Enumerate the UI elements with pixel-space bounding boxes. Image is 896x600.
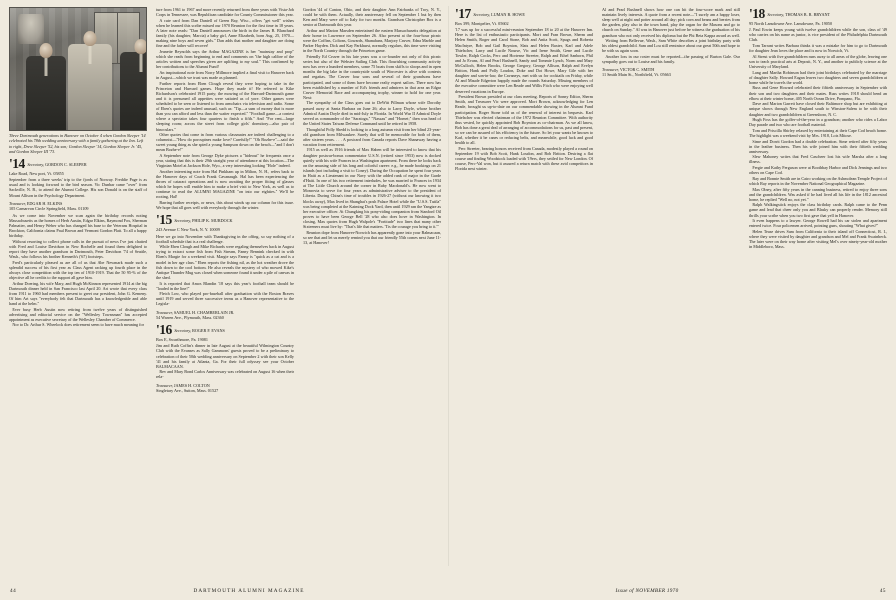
paragraph: Reunion dope from Hanover-Norwich has apparently gone into your Balmacaan, so see that and let us merely remind you that our friendly 55th comes next June 11-13, at Hanover! — [303, 229, 441, 245]
class-entry-1916 — [156, 323, 294, 380]
paragraph: Fletch Low, who played pro-baseball after graduation with the Boston Braves until 1919 and served three successive terms as a Hanover representative to the Legisla- — [156, 291, 294, 307]
paragraph: Writing from Bellevue, Wash., Sam White describes a joint birthday party with his oldest grandchild. Sam and Lou still reminisce about our great 50th and hope to be with us again soon. — [602, 38, 740, 54]
treasurer-heading — [9, 201, 147, 212]
paragraph: Rev and Mary Bond Carlos Anniversary was celebrated on August 16 when their rela- — [156, 369, 294, 380]
paragraph: Ralph Walkingstick enjoys the class birthday cards. Ralph came to the Penn game and lead that cheer only you and Blasky can properly render. Memory still thrills your scribe when you two first gave that yell in Hanover. — [749, 202, 887, 218]
paragraph: President Brown presided at our class meeting. Reports of Sonny Editor, Sherm Smith, and Treasurer Vic were approved. Mort Brown, acknowledging for Len Reade, brought us up-to-date on our commendable showing in the Alumni Fund participation. Roger Stone told us of the renewal of interest in bequests. Karl Thielscher was elected chairman of the 1972 Reunion Committee. With authority thus vested, he quickly appointed Bob Boynton as co-chairman. As we all know, Bob has done a great deal of arranging of accommodations for us, past and present, so we can be assured of his efficiency in the future. So let your wants be known to Karl, whether it be canes or reducing belts, and meanwhile, good luck and good health to all. — [455, 94, 593, 146]
secretary-name: LUMAN B. HOWE — [491, 12, 525, 17]
left-page — [9, 7, 448, 584]
treasurer-label: Treasurer, — [9, 200, 26, 206]
class-heading — [156, 213, 294, 232]
class-photo — [9, 7, 147, 131]
class-year-1918: '18 — [749, 6, 765, 21]
paragraph: While Eben Clough and Mike Richards were regaling themselves back in August trying to extract some fish from Fish Stream, Fanny Bennink checked in with Eben's Margie for a weekend visit. Margie says Fanny is "quick as a cat and is a model in her age class." Eben reports the fishing nil, as the hot weather drove the fish down to the cool bottom. He also reveals the mystery of who mowed Kike's Antique Thunder Mug was closed when someone found it under a pile of canvas in the shed. — [156, 244, 294, 280]
class-heading — [9, 157, 147, 176]
secretary-label: Secretary, — [473, 12, 491, 17]
paragraph: Nor to Dr. Arthur S. Wheelock does retirement seem to have much meaning for — [12, 322, 144, 328]
paragraph: An inspirational note from Norry Millmore implied a final visit to Hanover back in August—which we trust was made as planned. — [156, 69, 294, 80]
paragraph: Slew Mahoney writes that Fred Cascheer lost his wife Marsha after a long illness. — [749, 154, 887, 165]
paragraph: Another loss in our roster must be reported—the passing of Burton Gale. Our sympathy goes out to Louise and his family. — [602, 53, 740, 65]
treasurer-label: Treasurer, — [156, 309, 173, 315]
paragraph: Arthur Doering, his wife Mary, and Hugh McKinnon represented 1914 at the big Dartmouth dinner held in San Francisco last April 20. Art wrote that every class from 1911 to 1960 had members present to greet our president, John G. Kemeny. Of him Art says "everybody felt that Dartmouth has a knowledgeable and able hand at the helm." — [9, 280, 147, 307]
treasurer-name: SAMUEL H. CHAMBERLAIN JR. — [173, 309, 235, 315]
paragraph: Max Olney, after fifty years in the canning business, retired to enjoy three sons and the grandchildren. Was asked if he had lived all his life in the 1812 ancestral home, he replied "Well no, not yet." — [749, 186, 887, 202]
paragraph: The sympathy of the Class goes out to DeWitt Pillman whose wife Dorothy passed away at Santa Barbara on June 26; also to Larry Doyle, whose brother Admiral Austin Doyle died in mid-July in Florida. In World War II Admiral Doyle served as commander of the "Saratoga," "Nassau" and "Hornet;" then was head of the United States Taiwan Defense Command until he retired in 1958. — [303, 100, 441, 126]
treasurer-name: VICTOR C. SMITH — [619, 67, 655, 73]
left-column-3 — [303, 7, 441, 584]
treasurer-heading — [602, 67, 740, 78]
treasurer-address: Singletary Ave., Sutton, Mass. 01527 — [156, 387, 219, 393]
paragraph: Hugh Foss has the golfer-of-the-year in a grandson; another who rides a Labor Day parade and two who are football material. — [749, 117, 887, 128]
paragraph: Barring further receipts, or news, this about winds up our column for this issue. We hope that all goes well with everybody through the winter. — [156, 200, 294, 211]
paragraph: Sime and Dorrit Gordon had a double celebration. Sime retired after fifty years in the leather business. Then his wife joined him with their fiftieth wedding anniversary. — [749, 138, 887, 154]
paragraph: Tom and Priscilla Shirley relaxed by entertaining at their Cape Cod beach home. The highlight was a weekend visit by Mrs. 1918, Lois Mitose. — [749, 127, 887, 138]
paragraph: Al Streut with five grandchildren runs away to all areas of the globe, leaving one son to teach practical arts at Deposit, N. Y., and another to publicly science at the University of Maryland. — [749, 53, 887, 70]
page-footer — [0, 584, 896, 600]
paragraph: Fergie and Kathy Ferguson were at Boothbay Harbor and Dick Jennings and two others on Cape Cod. — [749, 165, 887, 176]
paragraph: '17 was up for a successful mini-reunion September 18 to 20 at the Hanover Inn. Here is the list of enthusiastic participants. Mort and Fran Brown, Sherm and Helen Smith, Roger and Carol Stone, Bob and Anita Scott, Spugs and Roberta MacIntyre, Bob and Gail Boynton, Slats and Helen Baxter, Karl and Adele Thielscher, Larry and Lucile Nourse, Vic and Irene Smith, Gene and Lucile Towler, Ralph Cocks, Perc and Hortense Streeter, Ralph and Ethel Sanborn, Phil and Jo Evans, Al and Pearl Bushnell, Sandy and Tommie Lynch, Norm and Mary McCulloch, Helen Brooks, George Gregory, George Allison, Ralph and Evelyn Britton, Hank and Polly Loudon, Doke and Dot Howe, Mary Gile with her daughter and son-in-law, the Cavaneys, met with us for cocktails on Friday, while Al and Maude Edgerton happily made the rounds Saturday. Missing members of the executive committee were Len Reade and Willis Fitch who were enjoying well deserved vacations in Europe. — [455, 27, 593, 94]
paragraph: Friendly Ed Cruver in his late years was a co-founder not only of this picnic series but also of the Webster Sailing Club. This flourishing community activity now has over a hundred members, some 75 boats from skiffs to sloops and in open months the big lake in the countryside south of Worcester is alive with contests and regattas. The Cruver four sons and several of their grandsons have participated, and some of them have become realty expert sailors. There now has been established by a number of Ed's friends and admirers in that area an Edgar Cruver Memorial Race and accompanying trophy, winner to hold for one year. Next: — [303, 53, 441, 100]
photo-caption: Three Dartmouth generations in Hanover on October 4 when Gordon Sleeper '14 celebrated his 78th wedding anniversary with a family gathering at the Inn. Left to right, Drew Sleeper '52, his son; Gordon Sleeper '14, Gordon Sleeper Jr. '45, and Gordon Sleeper III '73. — [9, 133, 146, 154]
secretary-address: Lake Road, New port, Vt. 05855 — [9, 170, 64, 176]
folio-right: 45 — [879, 588, 886, 594]
treasurer-label: Treasurer, — [602, 67, 619, 73]
paragraph: Thoughtful Polly Shedd is looking to a long autumn visit from her blind 23-year-old grandson from Milwaukee. Surely that will be memorable for both of them, after sixteen years. . . . A postcard from Canada reports Dave Shanaway having a vacation from retirement. — [303, 126, 441, 147]
class-year-1916: '16 — [156, 322, 172, 338]
class-heading — [156, 323, 294, 342]
secretary-address: 243 Avenue C New York, N. Y. 10009 — [156, 226, 220, 232]
class-entry-1918 — [749, 7, 887, 249]
magazine-title-footer: DARTMOUTH ALUMNI MAGAZINE — [193, 588, 305, 594]
paragraph: Perc Streeter, bearing honors received from Canada, modestly played a round on September 19 with Bob Scott, Hank Loudon, and Bob Britton. Desiring a flat course and finding Woodstock loaded with '19ers, they settled for New London. Of course, Perc-Val won, but it assured a return match with these avid competitors in Florida next winter. — [455, 145, 593, 172]
left-column-2 — [156, 7, 294, 584]
paragraph: Further reports from Eben Clough reveal they were hoping to take in the Princeton and Harvard games. Hope they made it! He referred to Kike Richardson's celebrated 1915 party; the mowing of the Harvard-Dartmouth game and it is presumed all appetites were satiated as of yore. Other games were scheduled to be seen or listened to from armchairs via television and radio. Some of Eben's quotes are indeed unusual, such as: "Tip—a sum of money that is more than you can afford and less than the waiter expected." "Football game—a contest where a spectator takes four quarters to finish a fifth." And "For rent—large sleeping room; across the street from college girls' dormitory—also pair of binoculars." — [156, 80, 294, 132]
class-entry-1915-treasurer — [156, 310, 294, 321]
secretary-label: Secretary, — [27, 162, 45, 167]
class-entry-1914-treasurer — [9, 201, 147, 328]
paragraph: It is reported that Amos Blandin '18 says this year's football team should be "loaded in the line!" — [156, 280, 294, 291]
class-heading — [749, 7, 887, 26]
paragraph: As we come into November we scan again the birthday records noting Massachusetts as the homes of Herb Austin, Edgar Elkins, Raymond Fox, Sherman Palmatier, and Henry Weber who has changed his base to the Veterans Hospital in Brockton, California claims Paul Brown and Vermont Gordon Platt. To all a happy birthday. — [9, 212, 148, 239]
paragraph: Dave and Marion Garrett have closed their Baltimore shop but are exhibiting at unique shows through New England south to Winston-Salem to be with their daughter and two grandchildren at Greensboro, N. C. — [749, 101, 887, 117]
right-column-1 — [455, 7, 593, 584]
left-column-1 — [9, 7, 147, 584]
folio-left: 44 — [10, 588, 17, 594]
paragraph: Without resorting to collect phone calls in the pursuit of news I've just chatted with Fred and Louise Davidson in New Rochelle and found them delighted to report they have another grandson in Dartmouth, Peter Davidson '74 of Seattle, Wash., who follows his brother Kenneth's ('67) footsteps. — [9, 238, 147, 260]
class-entry-1917-treasurer — [602, 67, 740, 78]
treasurer-label: Treasurer, — [156, 382, 173, 388]
treasurer-heading — [156, 310, 294, 321]
paragraph: Other quotes that come in from various classmates are indeed challenging to a columnist—"How do porcupines make love? Carefully!" "Oh Bozhe-e"—said the sweet young thing as she spied a young Sampson down on the beach—"and I don't mean Bozhe-e!" — [156, 132, 294, 153]
paragraph: Ray and Bonnie Smith are in Cairo working on the Ashmolean Temple Project of which Ray reports in the November National Geographical Magazine. — [749, 175, 887, 186]
paragraph: Jeanette Reynolds says the Arthur MAGAZINE is her "mainstay and prop" which she reads from beginning to end and comments on "the high calibre of the articles written and speeches given are uplifting to my soul." This confirmed by her contributions to the Alumni Fund! — [156, 48, 294, 70]
secretary-name: GORDON C. SLEEPER — [45, 162, 87, 167]
treasurer-address: 54 Warren Ave., Plymouth, Mass. 02360 — [156, 314, 224, 320]
right-column-2 — [602, 7, 740, 584]
paragraph: Here we go into November with Thanksgiving in the offing, so say nothing of a football schedule that is a real challenge. — [156, 233, 294, 244]
treasurer-heading — [156, 383, 294, 394]
photo-figure-1 — [26, 56, 66, 130]
secretary-label: Secretary, — [767, 12, 785, 17]
photo-figure-2 — [68, 44, 112, 130]
class-entry-1915 — [156, 213, 294, 306]
paragraph: J. Paul Erwin keeps young with twelve grandchildren while the son, class of '49 who carries on his name as junior, is vice president of the Philadelphia Dartmouth Club. — [749, 27, 887, 43]
secretary-label: Secretary, — [174, 328, 192, 334]
secretary-label: Secretary, — [174, 218, 192, 224]
paragraph: Fred's particularly pleased as are all of us that Abe Newmark made such a splendid success of his first year as Class Agent racking up fourth place in the always close competition with the top ten of 1910-1919. That the 50 95-% of the objective all he credits to the support all gave him. — [9, 259, 147, 280]
class-entry-1914 — [9, 157, 147, 198]
photo-block — [9, 7, 147, 154]
paragraph: Ever busy Herb Austin now retiring from twelve years of distinguished advertising and editorial service on the "Wellesley Townsman" has accepted appointment as executive secretary of the Wellesley Chamber of Commerce. — [9, 306, 147, 322]
class-entry-1917 — [455, 7, 593, 171]
secretary-address: Box E, Swarthmore, Pa. 19081 — [156, 336, 208, 342]
photo-figure-3 — [120, 52, 147, 130]
secretary-address: 95 North Lansdowne Ave. Lansdowne, Pa. 19050 — [749, 20, 833, 26]
secretary-name: PHILIP K. MURDOCK — [192, 218, 233, 224]
paragraph: Helen Tease drives Sam from California to their island off Connecticut, R. I., where they were visited by daughter and grandson and Mel and Frank Swainbeck. The later were on their way home after visiting Mel's over ninety-year-old mother in Middleboro, Mass. — [749, 228, 887, 250]
photo-figures — [10, 26, 146, 130]
paragraph: 1915 as well as 1916 friends of Max Haben will be interested to know that his daughter postwar-bonus commentator U.S.N. (retired since 1953) now is docked quietly with his wife Frances in a Washington apartment. From there he looks back on the amusing side of his long and colorful career: e.g., he made bookings on 21 islands (not including a visit to Coney). During the Occupation he spent four years in Haiti as a Lieutenant in our Navy with the added rank of major in the Garde d'Haiti. In one of his two retirement interludes, he was married to Frances in 1934 at The Little Church around the corner in Ruby Macdonald's. He now went to Monrovia to serve for four years as administrative adviser to the president of Liberia. During China's time of troubles in 1926-27 (without our knowing it two blocks away), Max lived in Shanghai's posh Palace Hotel while the "U.S.S. Tutila" was being completed at the Kaiming Dock Yard, then until 1929 ran the Yangtze as her executive officer. At Chungking his pony-riding companion from Stanford Oil proves to have been George Bell '28 who also does hove in Washington. In closing, Max quotes from Hugh Walpole's "Fortitude" two lines that many other Sixteeners must live by: "That's life that matters. 'Tis the courage you bring to it.'" — [303, 147, 441, 230]
paragraph: ture from 1961 to 1967 and more recently returned from three years with Vista-Job Corps in Tennessee, was Republican candidate for County Commissioner this year. — [156, 7, 294, 18]
paragraph: Another interesting note from Hal Pinkham up in Milton, N. H., refers back to the Hanover days of Coach Frank Cavanaugh. Hal has been experiencing the throes of cataract operations and is now awaiting the proper fitting of glasses which he hopes will enable him to make a brief visit to New York, as well as to continue to read the ALUMNI MAGAZINE "on into our eighties." We'll be rooting, Hal! — [156, 168, 294, 200]
treasurer-address: 105 Carnarvon Circle Springfield, Mass. 01109 — [9, 205, 89, 211]
paragraph: Russ and Gene Howard celebrated their fiftieth anniversary in September with their son and two daughters and their mates. Russ writes 1918 should bend an elbow at their winter home, 405 North Ocean Drive, Pompano, Fla. — [749, 85, 887, 101]
paragraph: It even happens to a lawyer. George Rowell had his car stolen and apartment entered twice. Four policemen arrived, pointing guns, shouting "What gives?" — [749, 218, 887, 229]
treasurer-name: EDGAR H. ELKINS — [26, 200, 63, 206]
class-heading — [455, 7, 593, 26]
secretary-name: ROGER F. EVANS — [192, 328, 225, 334]
secretary-address: Box 399, Montpelier, Vt. 05602 — [455, 20, 509, 26]
paragraph: A cute card from Dan Daniell of Green Bay, Wisc., offers "get well" wishes when he learned this scribe missed our 1970 Reunion for the first time in 18 years. A later note reads: "Dan Daniell announces the birth in the James B. Blanchard family (his daughter, Marcia) a baby girl, Anne Elizabeth, born Aug. 25, 1970—making nine boys and seven girls." Dan adds that mother and daughter are doing fine and the father will recover! — [156, 17, 294, 49]
paragraph: Arthur and Marion Marsden entertained the eastern Massachusetts delegation at their home in Lawrence on September 26. Also present at the four-hour picnic were the Coffins, Coltons, Gowards, Shanahans, Marjory Cruver, Edna Marble and Parker Hayden. Dick and Kay Parkhurst, normally regulars, this time were visiting in the North Country through the Princeton game. — [303, 27, 441, 54]
paragraph: A September note from George Dyke pictures a "hideout" he frequents once a year, stating that this is their 29th straight year of attendance at this location—The Virginian Motel at Jackson Hole, Wyo., a very interesting looking "Hole" indeed. — [156, 153, 294, 169]
class-year-1914: '14 — [9, 156, 25, 171]
secretary-name: THOMAS B. R. BRYANT — [785, 12, 831, 17]
paragraph: Jim and Ruth Coffin's dinner in late August at the beautiful Wilmington Country Club with the Evanses as Sally Gammons' guests proved to be a preliminary to celebration of their 50th wedding anniversary on September 2 with their son Kelly '41 and his family at Atlanta, Ga. For their full odyssey see your October BALMACAAN. — [156, 343, 294, 369]
paragraph: Tom Tarrant writes Barbara thinks it was a mistake for him to go to Dartmouth for daughter Jean loves the place and is now in Norwich, Vt. — [749, 43, 887, 54]
class-year-1915: '15 — [156, 212, 172, 228]
paragraph: Gordon '44 of Canton, Ohio, and their daughter Ann Fairbanks of Troy, N. Y., could be with them. Actually, their anniversary fell on September 1 but by then Ken and Mary were off to Italy for two months. Grandson Christopher Box is a senior at Dartmouth this year. — [303, 7, 441, 28]
paragraph: September from a three weeks' trip to the fjords of Norway. Freddie Page is as usual and is looking forward to the bird season. Vic Dunbar came "over" from Sackville, N. B., to attend the Alumni College. His son Donald is on the staff of Mount Allison in the Psychology Department. — [9, 177, 147, 198]
treasurer-name: JAMES H. COLTON — [173, 382, 210, 388]
paragraph: Al and Pearl Bushnell shows how one can hit the four-score mark and still maintain lively interests. A quote from a recent note—"I surely am a happy loser, sleep well at night and potter around all day; pick corn and beans and berries from the garden, play also in the town band, play the organ for the Masons and go to church on Sunday." Al was in Hanover just before he witness the graduation of his grandson who not only received his diploma but the Phi Beta Kappa award as well. — [602, 7, 740, 38]
class-year-1917: '17 — [455, 6, 471, 21]
right-column-3 — [749, 7, 887, 584]
class-entry-1916-treasurer — [156, 383, 294, 394]
treasurer-address: 11 Smith Main St., Northfield, Vt. 05663 — [602, 72, 671, 78]
paragraph: Lang and Martha Robinson had their joint birthdays celebrated by the marriage of daughter Sally. Howard Eagan leaves two daughters and seven grandchildren at home while he travels the world. — [749, 69, 887, 85]
issue-line: Issue of NOVEMBER 1970 — [615, 588, 679, 594]
right-page — [448, 7, 887, 584]
